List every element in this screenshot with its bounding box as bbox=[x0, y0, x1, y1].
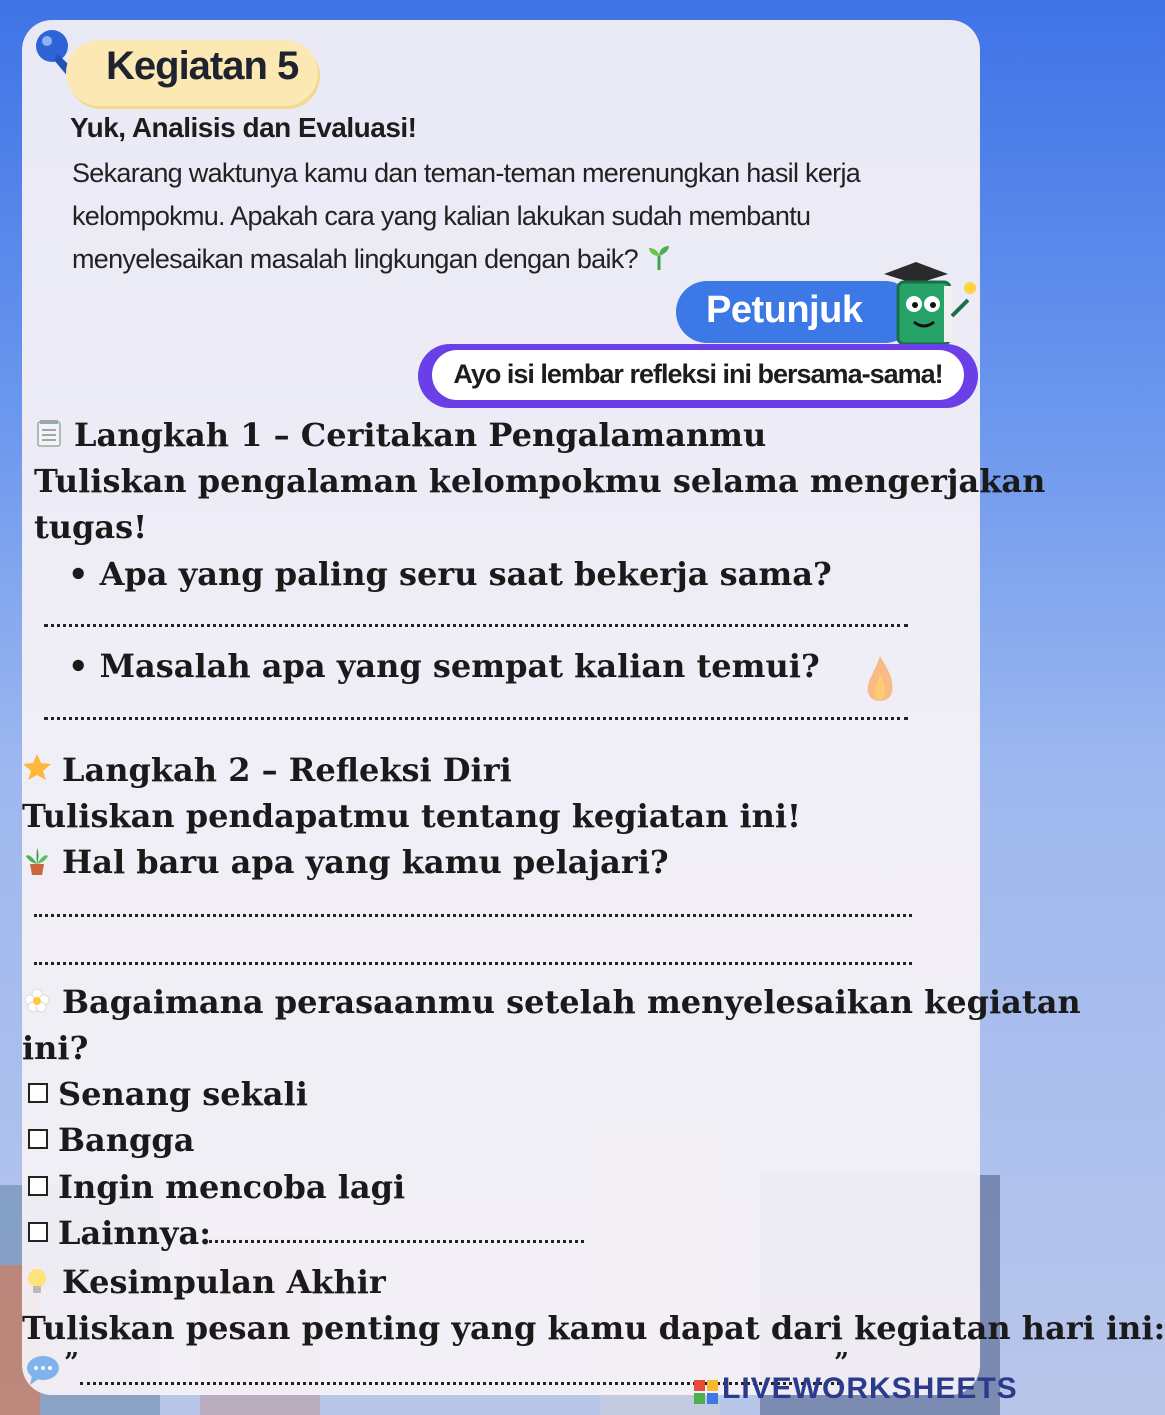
option-lainnya[interactable] bbox=[28, 1214, 211, 1252]
langkah1-instruction-line-2: tugas! bbox=[34, 508, 148, 546]
answer-line-3[interactable] bbox=[34, 914, 912, 917]
potted-plant-icon bbox=[22, 846, 52, 876]
langkah1-heading: Langkah 1 – Ceritakan Pengalamanmu bbox=[74, 416, 767, 454]
book-mascot-icon bbox=[874, 260, 980, 350]
liveworksheets-logo-icon bbox=[694, 1380, 718, 1404]
langkah2-question-2-line-2: ini? bbox=[22, 1029, 89, 1067]
checkbox[interactable] bbox=[28, 1129, 48, 1149]
lightbulb-icon bbox=[22, 1266, 52, 1296]
checkbox[interactable] bbox=[28, 1222, 48, 1242]
petunjuk-badge: Petunjuk bbox=[676, 281, 916, 343]
intro-line-1: Sekarang waktunya kamu dan teman-teman merenungkan hasil kerja bbox=[72, 158, 861, 188]
langkah2-question-1: Hal baru apa yang kamu pelajari? bbox=[62, 843, 669, 881]
option-label: Ingin mencoba lagi bbox=[58, 1168, 406, 1206]
option-bangga[interactable] bbox=[28, 1121, 195, 1159]
flame-icon bbox=[862, 654, 898, 710]
flower-icon bbox=[22, 986, 52, 1016]
open-quote: ” bbox=[64, 1348, 79, 1378]
kesimpulan-heading: Kesimpulan Akhir bbox=[62, 1263, 386, 1301]
checkbox[interactable] bbox=[28, 1176, 48, 1196]
langkah1-question-2: • Masalah apa yang sempat kalian temui? bbox=[68, 647, 820, 685]
option-label: Lainnya: bbox=[58, 1214, 212, 1252]
intro-line-3-text: menyelesaikan masalah lingkungan dengan baik? bbox=[72, 244, 638, 274]
sprout-icon bbox=[645, 244, 673, 272]
watermark: LIVEWORKSHEETS bbox=[722, 1372, 1018, 1405]
checkbox[interactable] bbox=[28, 1083, 48, 1103]
langkah2-instruction: Tuliskan pendapatmu tentang kegiatan ini! bbox=[22, 797, 802, 835]
answer-line-lainnya[interactable] bbox=[204, 1240, 584, 1243]
intro-heading: Yuk, Analisis dan Evaluasi! bbox=[70, 112, 417, 143]
kesimpulan-instruction: Tuliskan pesan penting yang kamu dapat dari kegiatan hari ini: bbox=[22, 1309, 1165, 1347]
star-icon bbox=[22, 752, 52, 782]
option-senang-sekali[interactable] bbox=[28, 1075, 308, 1113]
instruction-pill: Ayo isi lembar refleksi ini bersama-sama! bbox=[432, 350, 964, 400]
intro-paragraph bbox=[72, 152, 942, 281]
intro-line-3 bbox=[72, 238, 942, 281]
option-label: Bangga bbox=[58, 1121, 195, 1159]
option-ingin-mencoba-lagi[interactable] bbox=[28, 1168, 405, 1206]
langkah2-question-2-line-1: Bagaimana perasaanmu setelah menyelesaikan kegiatan bbox=[62, 983, 1081, 1021]
close-quote: ” bbox=[834, 1348, 849, 1378]
notepad-icon bbox=[34, 418, 64, 448]
answer-line-4[interactable] bbox=[34, 962, 912, 965]
speech-bubble-icon bbox=[26, 1354, 60, 1386]
page-title: Kegiatan 5 bbox=[106, 44, 299, 88]
langkah2-heading: Langkah 2 – Refleksi Diri bbox=[62, 751, 512, 789]
langkah1-instruction-line-1: Tuliskan pengalaman kelompokmu selama mengerjakan bbox=[34, 462, 1046, 500]
answer-line-2[interactable] bbox=[44, 717, 908, 720]
langkah1-question-1: • Apa yang paling seru saat bekerja sama? bbox=[68, 555, 832, 593]
answer-line-1[interactable] bbox=[44, 624, 908, 627]
option-label: Senang sekali bbox=[58, 1075, 308, 1113]
intro-line-2: kelompokmu. Apakah cara yang kalian lakukan sudah membantu bbox=[72, 201, 811, 231]
